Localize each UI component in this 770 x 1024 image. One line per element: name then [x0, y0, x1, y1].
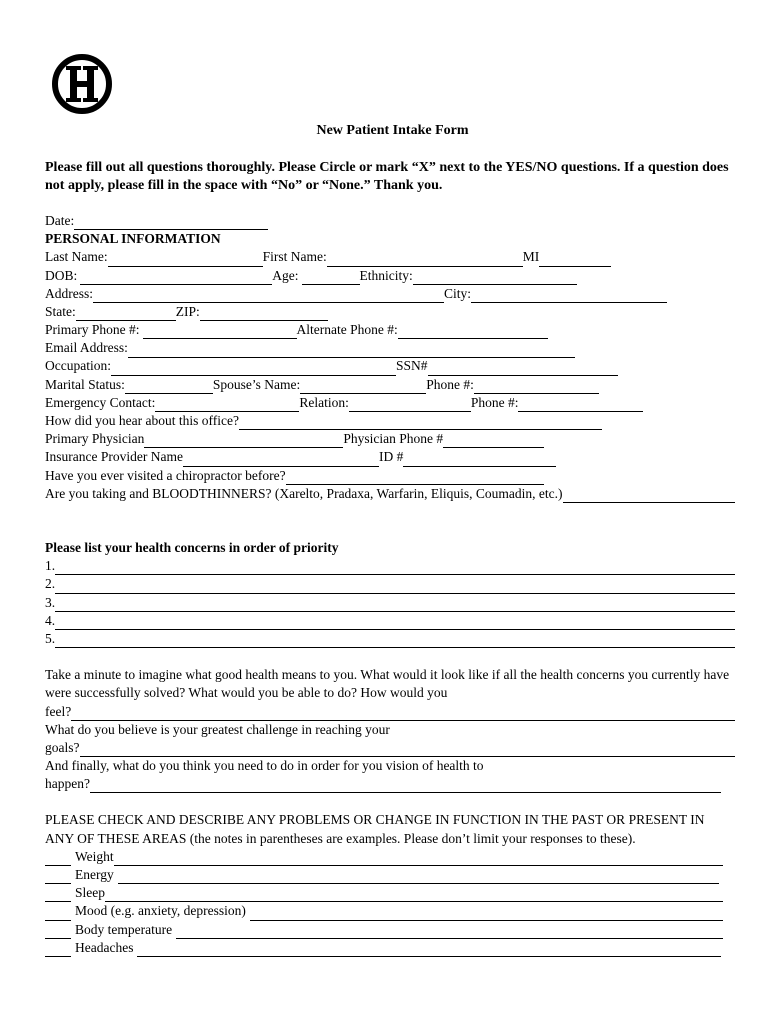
age-field[interactable]	[302, 270, 360, 285]
date-label: Date:	[45, 212, 75, 228]
problem-label: Headaches	[75, 939, 134, 955]
dob-row	[45, 267, 735, 285]
ssn-field[interactable]	[428, 361, 618, 376]
good-health-answer-row	[45, 703, 735, 721]
physician-field[interactable]	[144, 433, 343, 448]
insurance-id-label: ID #	[378, 449, 404, 465]
concern-number: 3.	[45, 594, 56, 610]
insurance-label: Insurance Provider Name	[45, 449, 183, 465]
bloodthinners-field[interactable]	[563, 488, 735, 503]
state-field[interactable]	[76, 306, 176, 321]
physician-row	[45, 430, 735, 448]
address-label: Address:	[45, 285, 93, 301]
dob-field[interactable]	[80, 270, 272, 285]
referral-row	[45, 412, 735, 430]
problem-label: Weight	[75, 848, 114, 864]
physician-label: Primary Physician	[45, 431, 145, 447]
chiropractor-label: Have you ever visited a chiropractor before?	[45, 467, 286, 483]
insurance-id-field[interactable]	[403, 452, 556, 467]
occupation-label: Occupation:	[45, 358, 111, 374]
physician-phone-label: Physician Phone #	[343, 431, 444, 447]
primary-phone-field[interactable]	[143, 324, 297, 339]
problem-checkbox[interactable]	[45, 851, 71, 866]
ethnicity-label: Ethnicity:	[359, 267, 413, 283]
emergency-row	[45, 394, 735, 412]
state-row	[45, 303, 735, 321]
challenge-answer-row	[45, 739, 735, 757]
concern-field[interactable]	[55, 560, 735, 575]
referral-field[interactable]	[239, 415, 602, 430]
concern-number: 2.	[45, 576, 56, 592]
problem-description-field[interactable]	[118, 869, 719, 884]
concern-row	[45, 594, 735, 612]
challenge-answer-field[interactable]	[80, 742, 736, 757]
date-field[interactable]	[74, 215, 268, 230]
good-health-answer-field[interactable]	[71, 706, 735, 721]
chiropractor-field[interactable]	[286, 470, 544, 485]
problem-checkbox[interactable]	[45, 942, 71, 957]
concern-row	[45, 575, 735, 593]
problem-label: Sleep	[75, 885, 105, 901]
feel-label: feel?	[45, 703, 72, 719]
emergency-contact-field[interactable]	[155, 397, 299, 412]
ethnicity-field[interactable]	[413, 270, 577, 285]
physician-phone-field[interactable]	[443, 433, 544, 448]
personal-info-heading: PERSONAL INFORMATION	[45, 231, 221, 247]
problems-heading: PLEASE CHECK AND DESCRIBE ANY PROBLEMS OR CHANGE IN FUNCTION IN THE PAST OR PRESENT IN ANY OF THESE AREAS (the notes in parentheses are examples. Please don’t limit your responses to these).	[45, 812, 705, 846]
action-question: And finally, what do you think you need to do in order for you vision of health to	[45, 758, 484, 774]
phone-row	[45, 321, 735, 339]
action-answer-row	[45, 775, 735, 793]
occupation-field[interactable]	[111, 361, 396, 376]
alternate-phone-field[interactable]	[398, 324, 548, 339]
first-name-field[interactable]	[327, 252, 523, 267]
problem-label: Mood (e.g. anxiety, depression)	[75, 903, 246, 919]
dob-label: DOB:	[45, 267, 78, 283]
zip-label: ZIP:	[175, 303, 200, 319]
problem-description-field[interactable]	[137, 942, 721, 957]
mi-field[interactable]	[539, 252, 611, 267]
marital-status-field[interactable]	[125, 379, 213, 394]
happen-label: happen?	[45, 776, 90, 792]
concern-row	[45, 612, 735, 630]
address-row	[45, 285, 735, 303]
problem-row-headaches	[45, 939, 735, 957]
email-label: Email Address:	[45, 340, 128, 356]
problem-description-field[interactable]	[250, 906, 723, 921]
city-label: City:	[444, 285, 472, 301]
insurance-row	[45, 448, 735, 466]
concern-number: 4.	[45, 612, 56, 628]
problem-checkbox[interactable]	[45, 869, 71, 884]
primary-phone-label: Primary Phone #:	[45, 322, 140, 338]
ssn-label: SSN#	[395, 358, 428, 374]
emergency-contact-label: Emergency Contact:	[45, 394, 156, 410]
bloodthinners-row	[45, 485, 735, 503]
concern-number: 5.	[45, 630, 56, 646]
date-row	[45, 212, 735, 230]
form-instructions: Please fill out all questions thoroughly. Please Circle or mark “X” next to the YES/NO questions. If a question does not apply, please fill in the space with “No” or “None.” Thank you.	[45, 160, 729, 193]
occupation-row	[45, 358, 735, 376]
problem-description-field[interactable]	[176, 924, 723, 939]
page-title: New Patient Intake Form	[316, 123, 469, 138]
insurance-field[interactable]	[183, 452, 379, 467]
chiropractor-row	[45, 467, 735, 485]
last-name-field[interactable]	[108, 252, 263, 267]
alternate-phone-label: Alternate Phone #:	[296, 322, 398, 338]
spouse-phone-field[interactable]	[474, 379, 599, 394]
email-field[interactable]	[128, 343, 575, 358]
address-field[interactable]	[93, 288, 444, 303]
state-label: State:	[45, 303, 76, 319]
marital-row	[45, 376, 735, 394]
first-name-label: First Name:	[262, 249, 327, 265]
concern-field[interactable]	[55, 597, 735, 612]
spouse-name-label: Spouse’s Name:	[212, 376, 301, 392]
concern-number: 1.	[45, 558, 56, 574]
concern-field[interactable]	[55, 579, 735, 594]
email-row	[45, 339, 735, 357]
spouse-phone-label: Phone #:	[426, 376, 474, 392]
problem-row-energy	[45, 866, 735, 884]
bloodthinners-label: Are you taking and BLOODTHINNERS? (Xarelto, Pradaxa, Warfarin, Eliquis, Coumadin, etc.)	[45, 485, 563, 501]
city-field[interactable]	[471, 288, 667, 303]
last-name-label: Last Name:	[45, 249, 108, 265]
name-row	[45, 248, 735, 266]
spouse-name-field[interactable]	[300, 379, 426, 394]
mi-label: MI	[522, 249, 540, 265]
intake-form	[45, 122, 735, 957]
emergency-phone-label: Phone #:	[470, 394, 519, 410]
emergency-phone-field[interactable]	[518, 397, 643, 412]
referral-label: How did you hear about this office?	[45, 413, 239, 429]
problem-row-weight	[45, 848, 735, 866]
problem-label: Body temperature	[75, 921, 173, 937]
problem-row-mood	[45, 902, 735, 920]
problem-row-sleep	[45, 884, 735, 902]
goals-label: goals?	[45, 739, 80, 755]
concern-row	[45, 630, 735, 648]
zip-field[interactable]	[200, 306, 328, 321]
action-answer-field[interactable]	[90, 778, 721, 793]
good-health-question: Take a minute to imagine what good health means to you. What would it look like if all the health concerns you currently have were successfully solved? What would you be able to do? How would you	[45, 667, 730, 701]
concern-field[interactable]	[55, 615, 735, 630]
challenge-question: What do you believe is your greatest challenge in reaching your	[45, 721, 390, 737]
problem-checkbox[interactable]	[45, 924, 71, 939]
concern-field[interactable]	[55, 633, 735, 648]
health-concerns-heading: Please list your health concerns in order of priority	[45, 539, 339, 555]
concern-row	[45, 557, 735, 575]
problem-description-field[interactable]	[114, 851, 723, 866]
age-label: Age:	[272, 267, 299, 283]
problem-checkbox[interactable]	[45, 887, 71, 902]
problem-checkbox[interactable]	[45, 906, 71, 921]
circle-h-logo-icon	[52, 52, 112, 116]
marital-status-label: Marital Status:	[45, 376, 125, 392]
problem-description-field[interactable]	[105, 887, 723, 902]
relation-label: Relation:	[299, 394, 349, 410]
relation-field[interactable]	[349, 397, 471, 412]
problem-label: Energy	[75, 867, 114, 883]
problem-row-body-temperature	[45, 921, 735, 939]
